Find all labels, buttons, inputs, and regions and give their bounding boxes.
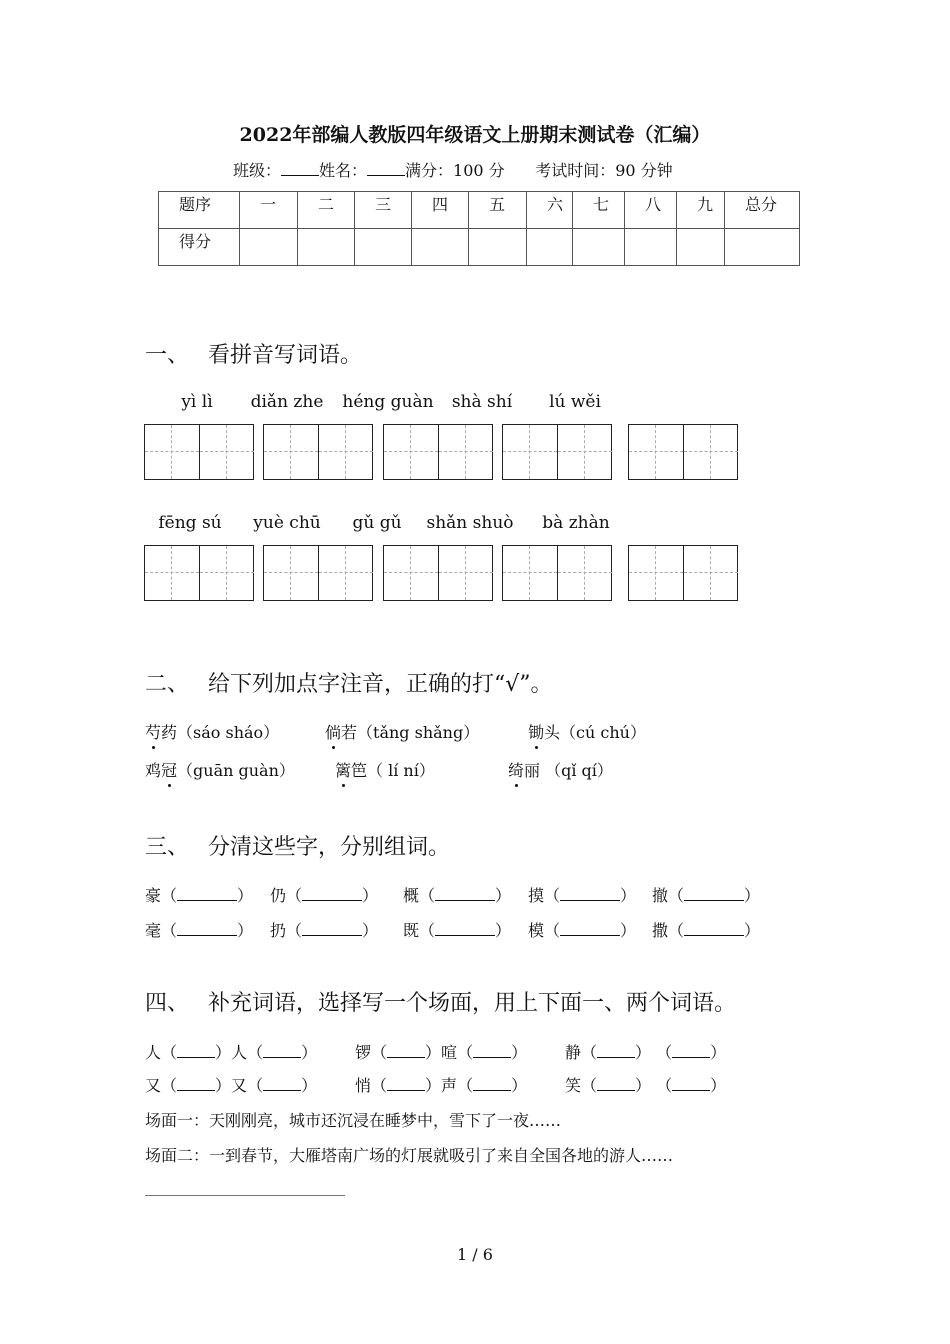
header-cell: 八 [625,192,677,229]
section-number: 一、 [145,343,190,368]
writing-grid[interactable] [263,424,373,480]
score-cell[interactable] [573,229,625,266]
idiom-item[interactable]: 锣（ ）喧（ ） [355,1043,528,1062]
header-cell: 五 [469,192,527,229]
answer-blank[interactable] [177,921,237,936]
character: 既 [403,921,420,940]
section-3-heading [145,830,450,861]
score-cell[interactable] [677,229,725,266]
exam-info [233,158,673,181]
pinyin-label: héng guàn [342,392,434,412]
header-cell: 题序 [159,192,240,229]
score-cell[interactable] [469,229,527,266]
name-label: 姓名： [319,161,368,180]
character: 人 [231,1043,248,1062]
answer-blank[interactable] [560,921,620,936]
section-4-heading [145,986,736,1017]
class-blank[interactable] [281,161,319,176]
answer-blank[interactable] [387,1076,425,1091]
plain-char: 鸡 [145,761,162,780]
word-item[interactable]: 撒（ ） [652,921,761,940]
character: 又 [145,1076,162,1095]
score-table-score-row [159,229,800,266]
word-item[interactable]: 摸（ ） [528,886,637,905]
character: 声 [441,1076,458,1095]
header-cell: 七 [573,192,625,229]
pinyin-label: yì lì [181,392,213,412]
answer-blank[interactable] [177,1043,215,1058]
pinyin-label: bà zhàn [542,513,610,533]
phonetic-options: 药（sáo sháo） [161,723,280,742]
word-item[interactable]: 既（ ） [403,921,512,940]
dotted-char: 芍 [145,720,161,743]
full-score: 满分：100 分 [405,161,505,180]
answer-blank[interactable] [672,1043,710,1058]
answer-blank[interactable] [435,921,495,936]
writing-grid[interactable] [502,424,612,480]
score-cell[interactable] [625,229,677,266]
character: 豪 [145,886,162,905]
answer-blank[interactable] [302,921,362,936]
phonetic-options: 头（cú chú） [544,723,646,742]
dotted-char: 绮 [508,758,524,781]
writing-grid[interactable] [144,424,254,480]
section-number: 三、 [145,835,190,860]
pinyin-label: lú wěi [549,392,601,412]
score-table [158,191,800,266]
pinyin-label: fēng sú [158,513,222,533]
class-label: 班级： [233,161,282,180]
scene-one: 场面一：天刚刚亮，城市还沉浸在睡梦中，雪下了一夜…… [145,1111,562,1130]
character: 撤 [652,886,669,905]
word-item[interactable]: 扔（ ） [270,921,379,940]
phonetic-item[interactable] [325,720,479,743]
answer-blank[interactable] [597,1076,635,1091]
idiom-item[interactable]: 静（ ） （ ） [565,1043,727,1062]
phonetic-options: （guān guàn） [177,761,295,780]
character: 扔 [270,921,287,940]
score-cell[interactable] [240,229,298,266]
character: 撒 [652,921,669,940]
character: 喧 [441,1043,458,1062]
answer-blank[interactable] [435,886,495,901]
word-item[interactable]: 撤（ ） [652,886,761,905]
answer-blank[interactable] [263,1043,301,1058]
dotted-char: 篱 [335,758,351,781]
page-title: 2022年部编人教版四年级语文上册期末测试卷（汇编） [239,124,711,146]
header-cell: 一 [240,192,298,229]
score-cell[interactable] [355,229,412,266]
answer-blank[interactable] [672,1076,710,1091]
section-1-heading [145,338,362,369]
header-cell: 九 [677,192,725,229]
character: 锣 [355,1043,372,1062]
header-cell: 总分 [725,192,800,229]
word-item[interactable]: 仍（ ） [270,886,379,905]
character: 悄 [355,1076,372,1095]
character: 摸 [528,886,545,905]
character: 概 [403,886,420,905]
score-cell[interactable] [412,229,469,266]
pinyin-label: yuè chū [253,513,321,533]
exam-time: 考试时间：90 分钟 [535,161,673,180]
header-cell: 四 [412,192,469,229]
page-number: 1 / 6 [457,1245,493,1264]
dotted-char: 倘 [325,720,341,743]
character: 仍 [270,886,287,905]
phonetic-item[interactable] [145,720,279,743]
header-cell: 六 [527,192,573,229]
word-item[interactable]: 豪（ ） [145,886,254,905]
phonetic-options: 丽 （qǐ qí） [524,761,613,780]
pinyin-label: gǔ gǔ [352,513,402,533]
section-title: 给下列加点字注音，正确的打“√”。 [208,672,553,697]
score-cell[interactable] [725,229,800,266]
word-item[interactable]: 概（ ） [403,886,512,905]
dotted-char: 锄 [528,720,544,743]
answer-blank[interactable] [597,1043,635,1058]
idiom-item[interactable]: 笑（ ） （ ） [565,1076,727,1095]
character: 毫 [145,921,162,940]
writing-grid[interactable] [144,545,254,601]
answer-blank[interactable] [684,886,744,901]
header-cell: 三 [355,192,412,229]
score-table-header-row [159,192,800,229]
writing-grid[interactable] [502,545,612,601]
phonetic-item[interactable] [528,720,646,743]
pinyin-label: shà shí [451,392,513,412]
writing-grid[interactable] [628,545,738,601]
writing-grid[interactable] [628,424,738,480]
character: 又 [231,1076,248,1095]
character: 静 [565,1043,582,1062]
section-2-heading [145,667,553,698]
phonetic-options: 若（tǎng shǎng） [341,723,480,742]
writing-grid[interactable] [263,545,373,601]
word-item[interactable]: 模（ ） [528,921,637,940]
score-cell[interactable] [298,229,355,266]
phonetic-options: 笆（ lí ní） [351,761,435,780]
writing-grid[interactable] [383,545,493,601]
phonetic-item[interactable] [145,758,295,781]
word-item[interactable]: 毫（ ） [145,921,254,940]
score-cell[interactable] [527,229,573,266]
phonetic-item[interactable] [508,758,613,781]
answer-blank[interactable] [263,1076,301,1091]
idiom-item[interactable]: 又（ ）又（ ） [145,1076,318,1095]
idiom-item[interactable]: 人（ ）人（ ） [145,1043,318,1062]
section-title: 补充词语，选择写一个场面，用上下面一、两个词语。 [208,991,737,1016]
phonetic-item[interactable] [335,758,435,781]
character: 人 [145,1043,162,1062]
section-title: 看拼音写词语。 [208,343,363,368]
section-number: 二、 [145,672,190,697]
answer-blank[interactable] [473,1043,511,1058]
header-cell: 二 [298,192,355,229]
answer-blank[interactable] [177,1076,215,1091]
answer-line[interactable] [145,1195,345,1196]
name-blank[interactable] [367,161,405,176]
character: 笑 [565,1076,582,1095]
answer-blank[interactable] [387,1043,425,1058]
answer-blank[interactable] [560,886,620,901]
idiom-item[interactable]: 悄（ ）声（ ） [355,1076,528,1095]
writing-grid[interactable] [383,424,493,480]
row-label: 得分 [159,229,240,266]
character: 模 [528,921,545,940]
answer-blank[interactable] [177,886,237,901]
section-title: 分清这些字，分别组词。 [208,835,451,860]
scene-two: 场面二：一到春节，大雁塔南广场的灯展就吸引了来自全国各地的游人…… [145,1146,674,1165]
pinyin-label: shǎn shuò [426,513,514,533]
pinyin-label: diǎn zhe [250,392,324,412]
answer-blank[interactable] [684,921,744,936]
answer-blank[interactable] [302,886,362,901]
answer-blank[interactable] [473,1076,511,1091]
dotted-char: 冠 [161,758,177,781]
section-number: 四、 [145,991,190,1016]
